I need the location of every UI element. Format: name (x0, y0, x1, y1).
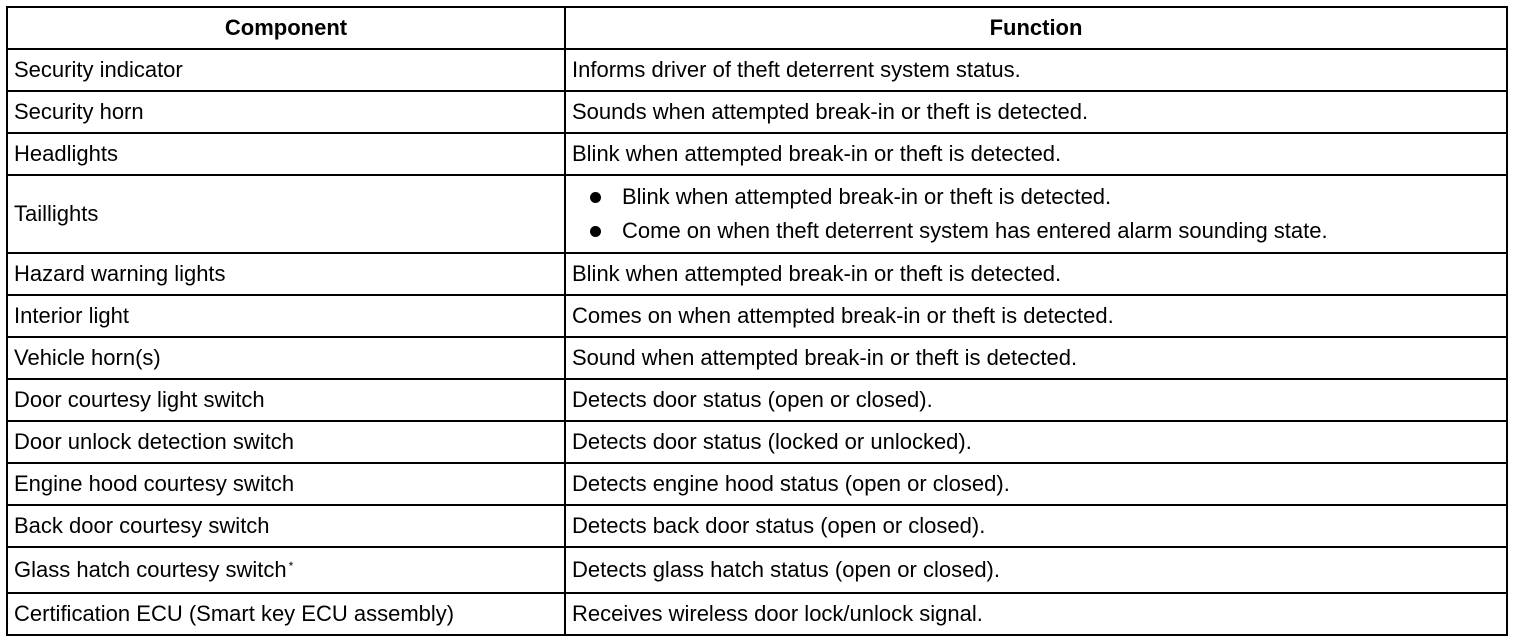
component-cell: Door courtesy light switch (7, 379, 565, 421)
table-row (7, 133, 1507, 175)
table-row (7, 295, 1507, 337)
component-text: Glass hatch courtesy switch (14, 557, 287, 582)
function-cell: Blink when attempted break-in or theft is detected. (565, 133, 1507, 175)
function-cell: Sounds when attempted break-in or theft is detected. (565, 91, 1507, 133)
component-cell: Security horn (7, 91, 565, 133)
column-header-function: Function (565, 7, 1507, 49)
function-cell: Sound when attempted break-in or theft is detected. (565, 337, 1507, 379)
function-cell: Detects glass hatch status (open or closed). (565, 547, 1507, 593)
table-row (7, 253, 1507, 295)
function-cell: Informs driver of theft deterrent system status. (565, 49, 1507, 91)
table-row (7, 379, 1507, 421)
bullet-text: Come on when theft deterrent system has entered alarm sounding state. (622, 218, 1328, 243)
component-cell: Headlights (7, 133, 565, 175)
table-row (7, 175, 1507, 253)
function-cell: Blink when attempted break-in or theft is detected. (565, 253, 1507, 295)
function-bullet-item (590, 180, 1500, 214)
table-row (7, 593, 1507, 635)
table-row (7, 337, 1507, 379)
function-cell: Comes on when attempted break-in or theft is detected. (565, 295, 1507, 337)
bullet-text: Blink when attempted break-in or theft is detected. (622, 184, 1112, 209)
function-cell: Detects back door status (open or closed). (565, 505, 1507, 547)
component-cell: Vehicle horn(s) (7, 337, 565, 379)
component-cell (7, 547, 565, 593)
component-cell: Interior light (7, 295, 565, 337)
component-function-table (6, 6, 1508, 636)
table-row (7, 463, 1507, 505)
component-cell: Certification ECU (Smart key ECU assembly) (7, 593, 565, 635)
component-cell: Security indicator (7, 49, 565, 91)
table-row (7, 91, 1507, 133)
function-cell: Detects engine hood status (open or closed). (565, 463, 1507, 505)
function-cell: Detects door status (locked or unlocked). (565, 421, 1507, 463)
component-cell: Engine hood courtesy switch (7, 463, 565, 505)
function-cell: Detects door status (open or closed). (565, 379, 1507, 421)
bullet-icon (590, 226, 601, 237)
table-row (7, 49, 1507, 91)
footnote-mark: * (288, 559, 294, 573)
component-cell: Back door courtesy switch (7, 505, 565, 547)
function-bullet-item (590, 214, 1500, 248)
function-cell: Receives wireless door lock/unlock signal. (565, 593, 1507, 635)
component-cell: Hazard warning lights (7, 253, 565, 295)
table-row (7, 547, 1507, 593)
table-row (7, 421, 1507, 463)
bullet-icon (590, 192, 601, 203)
component-cell: Door unlock detection switch (7, 421, 565, 463)
component-function-table-container (6, 6, 1506, 636)
table-header-row (7, 7, 1507, 49)
function-bullet-list (572, 180, 1500, 248)
table-row (7, 505, 1507, 547)
column-header-component: Component (7, 7, 565, 49)
component-cell: Taillights (7, 175, 565, 253)
function-cell (565, 175, 1507, 253)
